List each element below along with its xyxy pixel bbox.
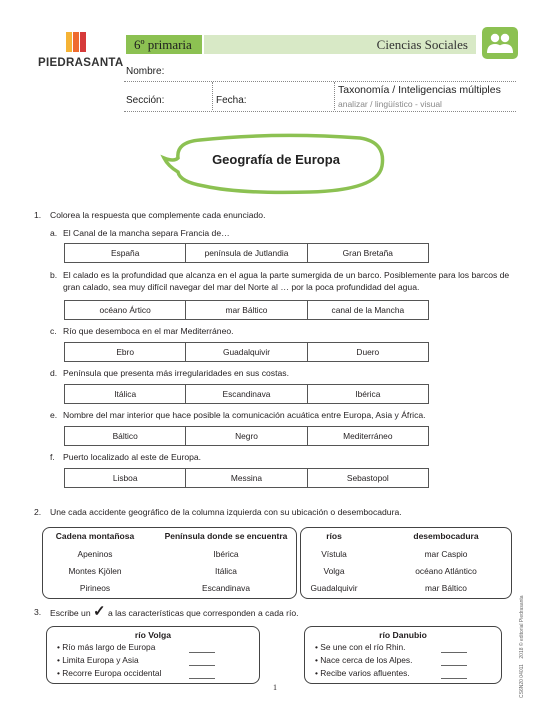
group-icon	[482, 27, 518, 59]
answer-blank[interactable]	[189, 665, 215, 666]
item-text: El calado es la profundidad que alcanza en el agua la parte sumergida de un barco. Posiblemente para los barcos de gran calado, sea muy difícil navegar del mar del Norte al … por la poca profundidad del agua.	[63, 270, 510, 292]
divider	[334, 82, 335, 110]
match-item[interactable]: mar Báltico	[425, 583, 467, 593]
item-text: Nombre del mar interior que hace posible la comunicación acuática entre Europa, Asia y África.	[63, 410, 426, 420]
match-item[interactable]: Guadalquivir	[310, 583, 358, 593]
match-item[interactable]: Vístula	[321, 549, 347, 559]
answer-blank[interactable]	[189, 678, 215, 679]
options-row-d	[64, 384, 429, 404]
answer-blank[interactable]	[189, 652, 215, 653]
characteristic-item: • Limita Europa y Asia	[57, 655, 139, 665]
fecha-label: Fecha:	[216, 95, 247, 106]
copyright: 2018 © editorial Piedrasanta	[519, 595, 525, 659]
document-code: CS6N20 04011	[519, 664, 525, 698]
match-item[interactable]: Apeninos	[77, 549, 113, 559]
column-header: Cadena montañosa	[55, 531, 135, 541]
answer-blank[interactable]	[441, 678, 467, 679]
page-title: Geografía de Europa	[212, 152, 340, 167]
option-cell[interactable]: Sebastopol	[307, 469, 428, 487]
option-cell[interactable]: península de Jutlandia	[185, 244, 306, 262]
answer-blank[interactable]	[441, 665, 467, 666]
column-header: Península donde se encuentra	[164, 531, 288, 541]
item-letter: d.	[50, 368, 58, 378]
option-cell[interactable]: Escandinava	[185, 385, 306, 403]
match-item[interactable]: Itálica	[215, 566, 237, 576]
option-cell[interactable]: Ebro	[116, 347, 135, 357]
match-item[interactable]: océano Atlántico	[415, 566, 477, 576]
column-header: desembocadura	[413, 531, 479, 541]
option-cell[interactable]: Lisboa	[112, 473, 138, 483]
option-cell[interactable]: Negro	[185, 427, 306, 445]
item-letter: c.	[50, 326, 57, 336]
characteristic-item: • Recorre Europa occidental	[57, 668, 162, 678]
option-cell[interactable]: mar Báltico	[185, 301, 306, 319]
item-text: El Canal de la mancha separa Francia de…	[63, 228, 230, 238]
item-text: Río que desemboca en el mar Mediterráneo.	[63, 326, 234, 336]
question-2-prompt: Une cada accidente geográfico de la columna izquierda con su ubicación o desembocadura.	[50, 507, 402, 517]
option-cell[interactable]: Duero	[307, 343, 428, 361]
subject-label: Ciencias Sociales	[204, 35, 476, 54]
question-1-number: 1.	[34, 210, 42, 220]
item-letter: a.	[50, 228, 58, 238]
item-letter: f.	[50, 452, 55, 462]
match-item[interactable]: mar Caspio	[424, 549, 468, 559]
question-3-number: 3.	[34, 607, 42, 617]
grade-label: 6º primaria	[126, 35, 202, 54]
item-letter: e.	[50, 410, 58, 420]
match-item[interactable]: Escandinava	[202, 583, 250, 593]
taxonomy-title: Taxonomía / Inteligencias múltiples	[338, 84, 501, 96]
characteristic-item: • Se une con el río Rhin.	[315, 642, 406, 652]
option-cell[interactable]: océano Ártico	[99, 305, 151, 315]
option-cell[interactable]: canal de la Mancha	[307, 301, 428, 319]
taxonomy-subtitle: analizar / lingüístico - visual	[338, 99, 442, 109]
checkmark-icon: ✓	[93, 603, 106, 620]
item-text: Península que presenta más irregularidades en sus costas.	[63, 368, 289, 378]
seccion-label: Sección:	[126, 95, 165, 106]
question-3-prompt	[50, 603, 299, 620]
option-cell[interactable]: Ibérica	[307, 385, 428, 403]
match-item[interactable]: Ibérica	[213, 549, 239, 559]
mountain-peninsula-box	[42, 527, 297, 599]
danubio-box	[304, 626, 502, 684]
options-row-e	[64, 426, 429, 446]
volga-box	[46, 626, 260, 684]
option-cell[interactable]: Gran Bretaña	[307, 244, 428, 262]
river-title: río Danubio	[379, 630, 427, 640]
option-cell[interactable]: Guadalquivir	[185, 343, 306, 361]
question-1-prompt: Colorea la respuesta que complemente cada enunciado.	[50, 210, 266, 220]
river-title: río Volga	[134, 630, 172, 640]
option-cell[interactable]: Mediterráneo	[307, 427, 428, 445]
characteristic-item: • Recibe varios afluentes.	[315, 668, 410, 678]
option-cell[interactable]: Messina	[185, 469, 306, 487]
river-mouth-box	[300, 527, 512, 599]
characteristic-item: • Nace cerca de los Alpes.	[315, 655, 413, 665]
options-row-c	[64, 342, 429, 362]
options-row-b	[64, 300, 429, 320]
book-logo-icon	[66, 32, 88, 52]
answer-blank[interactable]	[441, 652, 467, 653]
match-item[interactable]: Pirineos	[79, 583, 111, 593]
side-credit	[519, 548, 529, 698]
characteristic-item: • Río más largo de Europa	[57, 642, 156, 652]
publisher-name: PIEDRASANTA	[38, 57, 124, 69]
item-text: Puerto localizado al este de Europa.	[63, 452, 202, 462]
options-row-f	[64, 468, 429, 488]
divider	[124, 111, 516, 112]
question-2-number: 2.	[34, 507, 42, 517]
column-header: ríos	[326, 531, 342, 541]
item-letter: b.	[50, 270, 58, 280]
option-cell[interactable]: Itálica	[114, 389, 137, 399]
option-cell[interactable]: Báltico	[112, 431, 138, 441]
options-row-a	[64, 243, 429, 263]
prompt-text: a las características que corresponden a cada río.	[107, 608, 299, 618]
divider	[212, 82, 213, 110]
divider	[124, 81, 516, 82]
match-item[interactable]: Montes Kjölen	[68, 566, 122, 576]
nombre-label: Nombre:	[126, 66, 165, 77]
prompt-text: Escribe un	[50, 608, 91, 618]
publisher-logo	[38, 32, 124, 74]
match-item[interactable]: Volga	[323, 566, 345, 576]
page-number: 1	[273, 683, 277, 692]
option-cell[interactable]: España	[110, 248, 140, 258]
